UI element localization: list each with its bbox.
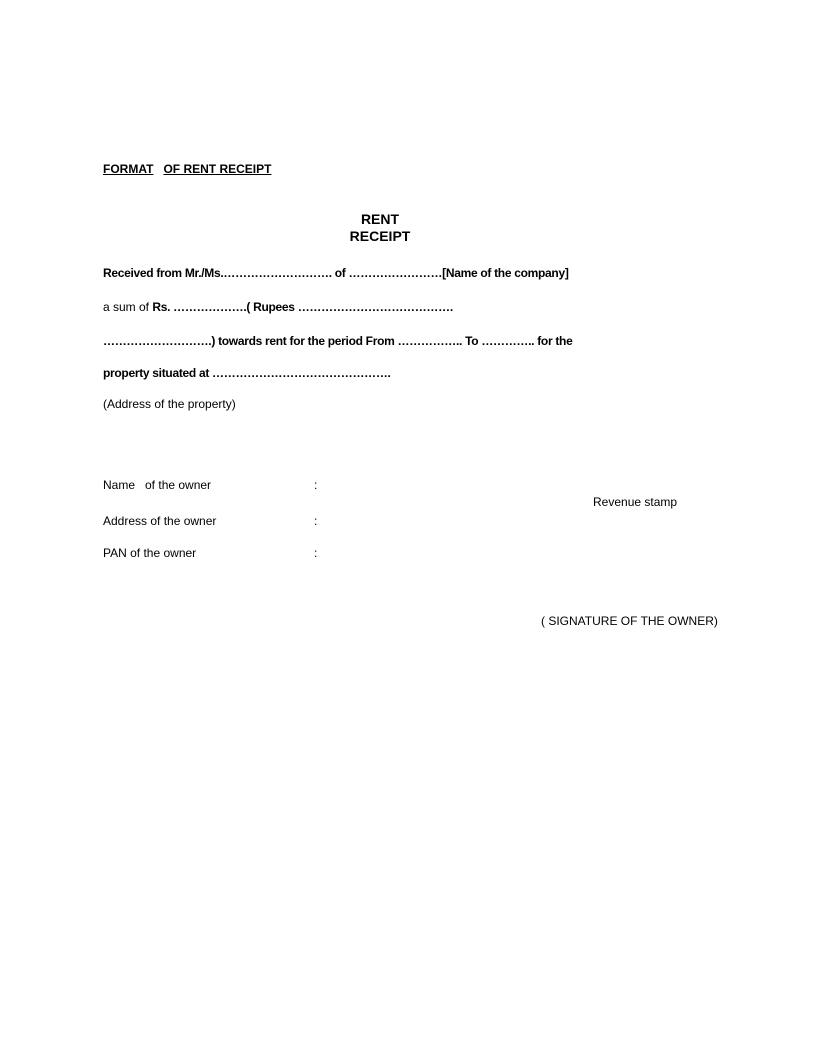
sum-line — [103, 300, 453, 314]
owner-address-colon: : — [314, 514, 318, 528]
title-line-2: RECEIPT — [349, 228, 411, 244]
heading-format: FORMAT — [103, 162, 154, 176]
revenue-stamp-label: Revenue stamp — [593, 495, 678, 509]
owner-pan-label: PAN of the owner — [103, 546, 197, 560]
owner-pan-colon: : — [314, 546, 318, 560]
owner-name-label: Name of the owner — [103, 478, 212, 492]
received-from-line: Received from Mr./Ms.………………………. of ……………………[Name of the company] — [103, 266, 569, 280]
heading-of-rent-receipt: OF RENT RECEIPT — [163, 162, 272, 176]
owner-name-colon: : — [314, 478, 318, 492]
sum-rest: Rs. ……………….( Rupees …………………………………. — [152, 300, 453, 314]
property-line: property situated at ………………………………………. — [103, 366, 391, 380]
owner-signature-label: ( SIGNATURE OF THE OWNER) — [541, 614, 718, 628]
sum-prefix: a sum of — [103, 300, 153, 314]
title-line-1: RENT — [360, 211, 400, 227]
period-line: ……………………….) towards rent for the period From …………….. To ………….. for the — [103, 334, 573, 348]
document-heading — [103, 162, 271, 176]
owner-address-label: Address of the owner — [103, 514, 217, 528]
address-of-property-note: (Address of the property) — [103, 397, 236, 411]
